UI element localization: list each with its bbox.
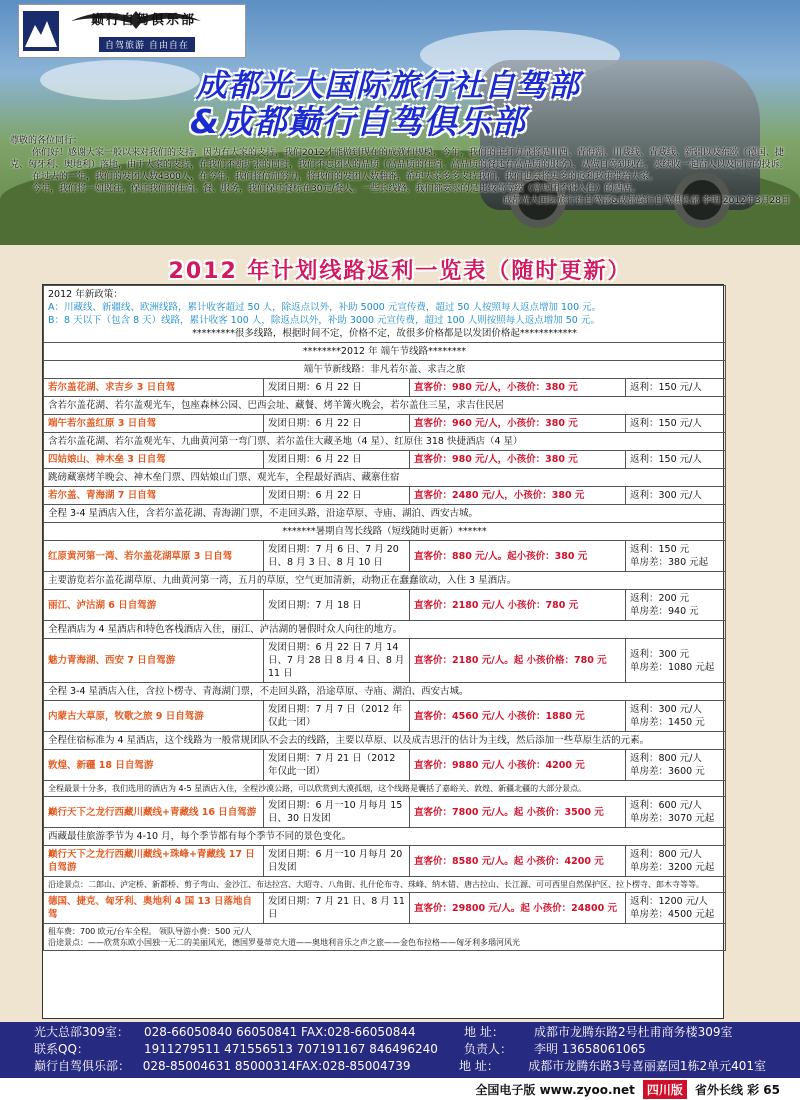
route-desc: 全程 3-4 星酒店入住，含拉卜楞寺、青海湖门票，不走回头路，沿途草原、寺庙、湖泊、西安古城。 — [44, 683, 726, 701]
table-row — [44, 750, 726, 781]
price: 直客价：2180 元/人。起 小孩价格：780 元 — [410, 639, 626, 683]
hero-banner — [0, 0, 800, 245]
letter-paragraph: 你们好！感谢大家一般以来对我们的支持，因为有大家的支持，我们2012才能做到现在的成就和规模，今年，我们的主打力量将是川西、青海湖、川藏线、青藏线、新疆以及东欧（德国、捷克、匈牙利、奥地利）落地，由于大家的支持，在我们不断扩张的同时，我们不忘团队的品质（高品质的住宿、高品质的餐还有高品质的服务），从做自驾到现在，永续收一起奋人以及同行的投诉。 — [10, 148, 789, 170]
table-row — [44, 797, 726, 828]
departure-date: 发团日期：7 月 7 日（2012 年仅此一团） — [264, 701, 410, 732]
price: 直客价：2180 元/人 小孩价：780 元 — [410, 590, 626, 621]
contact-label: 巅行自驾俱乐部： — [34, 1059, 131, 1073]
policy-block — [44, 286, 726, 343]
table-row — [44, 590, 726, 621]
table-row — [44, 451, 726, 469]
route-name: 敦煌、新疆 18 日自驾游 — [44, 750, 264, 781]
route-desc — [44, 924, 726, 951]
route-desc: 全程酒店为 4 星酒店和特色客栈酒店入住，丽江、泸沽湖的暑假时众人向往的地方。 — [44, 621, 726, 639]
rebate: 返利：150 元 — [630, 544, 690, 555]
table-row — [44, 893, 726, 924]
table-row — [44, 701, 726, 732]
contact-qq: 1911279511 471556513 707191167 846496240 — [144, 1042, 438, 1056]
price: 直客价：980 元/人，小孩价：380 元 — [410, 379, 626, 397]
route-name: 红原黄河第一湾、若尔盖花湖草原 3 日自驾 — [44, 541, 264, 572]
rebate: 返利：200 元 — [630, 593, 690, 604]
contact-footer — [0, 1022, 800, 1078]
letter-signature: 成都光大国际旅行社自驾部&成都巅行自驾俱乐部 李明 2012年3月28日 — [503, 196, 790, 206]
contact-phone: 028-66050840 66050841 FAX:028-66050844 — [144, 1025, 416, 1039]
departure-date: 发团日期：7 月 21 日、8 月 11 日 — [264, 893, 410, 924]
rebate: 返利：1200 元/人 — [630, 896, 708, 907]
contact-address: 成都市龙腾东路2号杜甫商务楼309室 — [534, 1025, 733, 1039]
departure-date: 发团日期：6 月 22 日 — [264, 415, 410, 433]
departure-date: 发团日期：7 月 21 日（2012 年仅此一团） — [264, 750, 410, 781]
dragon-boat-sub: 端午节新线路：非凡若尔盖、求吉之旅 — [44, 361, 726, 379]
single-supplement: 单房差：3600 元 — [630, 766, 705, 777]
route-name: 若尔盖花湖、求吉乡 3 日自驾 — [44, 379, 264, 397]
intro-letter — [10, 135, 790, 207]
policy-b: B：8 天以下（包含 8 天）线路，累计收客 100 人，除返点以外，补助 3000 元宣传费，超过 100 人则按照每人返点增加 50 元。 — [48, 315, 600, 326]
table-row — [44, 639, 726, 683]
route-name: 巅行天下之龙行西藏川藏线+青藏线 16 日自驾游 — [44, 797, 264, 828]
contact-row — [34, 1058, 766, 1075]
departure-date: 发团日期：6 月 22 日 — [264, 487, 410, 505]
mountain-logo-icon — [23, 11, 59, 51]
route-name: 端午若尔盖红原 3 日自驾 — [44, 415, 264, 433]
route-name: 内蒙古大草原，牧歌之旅 9 日自驾游 — [44, 701, 264, 732]
single-supplement: 单房差：940 元 — [630, 606, 699, 617]
route-name: 四姑娘山、神木垒 3 日自驾 — [44, 451, 264, 469]
route-name: 巅行天下之龙行西藏川藏线+珠峰+青藏线 17 日自驾游 — [44, 846, 264, 877]
rebate: 返利：150 元/人 — [626, 451, 726, 469]
contact-label: 地 址： — [464, 1025, 504, 1039]
headline-agency: 成都光大国际旅行社自驾部 — [196, 68, 580, 104]
letter-paragraph: 在过去的一年，我们的发团人数4300人，在今年，我们将倍加努力，将我们的发团人数翻番，希望大家多多支持我们，我们也会将更多的返利政策带给大家。 — [32, 172, 658, 182]
contact-label: 地 址： — [459, 1059, 499, 1073]
rebate: 返利：300 元 — [630, 648, 690, 660]
price: 直客价：960 元/人，小孩价：380 元 — [410, 415, 626, 433]
departure-date: 发团日期：7 月 6 日、7 月 20 日、8 月 3 日、8 月 10 日 — [264, 541, 410, 572]
table-row — [44, 541, 726, 572]
single-supplement: 单房差：3070 元起 — [630, 813, 715, 824]
table-row — [44, 379, 726, 397]
price: 直客价：880 元/人。起小孩价：380 元 — [410, 541, 626, 572]
route-desc-line: 租车费：700 欧元/台车全程。 领队导游小费：500 元/人 — [48, 927, 252, 936]
single-supplement: 单房差：1080 元起 — [630, 661, 715, 673]
route-desc: 全程最景十分多，我们选用的酒店为 4-5 星酒店入住，全程沙漠公路，可以欣赏到大漠孤烟，这个线路是囊括了嘉峪关、敦煌、新疆北疆的大部分景点。 — [44, 781, 726, 797]
contact-label: 联系QQ： — [34, 1042, 89, 1056]
edition-tag: 四川版 — [643, 1080, 687, 1099]
rebate: 返利：150 元/人 — [626, 415, 726, 433]
route-name: 魅力青海湖、西安 7 日自驾游 — [44, 639, 264, 683]
page-label: 省外长线 彩 65 — [694, 1082, 780, 1097]
single-supplement: 单房差：4500 元起 — [630, 909, 715, 920]
headline-club: &成都巅行自驾俱乐部 — [190, 102, 526, 141]
letter-greeting: 尊敬的各位同行： — [10, 136, 83, 146]
price-table — [42, 284, 724, 1019]
route-desc: 含若尔盖花湖、若尔盖观光车、九曲黄河第一弯门票、若尔盖住大藏圣地（4 星）、红原住 318 快捷酒店（4 星） — [44, 433, 726, 451]
departure-date: 发团日期：7 月 18 日 — [264, 590, 410, 621]
contact-label: 负责人： — [464, 1042, 513, 1056]
price: 直客价：29800 元/人。起 小孩价：24800 元 — [410, 893, 626, 924]
route-name: 德国、捷克、匈牙利、奥地利 4 国 13 日落地自驾 — [44, 893, 264, 924]
contact-row — [34, 1041, 766, 1058]
route-desc-line: 沿途景点：——欣赏东欧小国独一无二的美丽风光，德国罗曼蒂克大道——奥地利音乐之声之旅——金色布拉格——匈牙利多瑙河风光 — [48, 938, 520, 947]
table-row — [44, 846, 726, 877]
contact-phone: 028-85004631 85000314FAX:028-85004739 — [142, 1059, 411, 1073]
price: 直客价：8580 元/人。起 小孩价：4200 元 — [410, 846, 626, 877]
rebate: 返利：150 元/人 — [626, 379, 726, 397]
page-footer-strip — [0, 1078, 800, 1100]
departure-date: 发团日期：6 月 22 日 — [264, 451, 410, 469]
route-name: 丽江、泸沽湖 6 日自驾游 — [44, 590, 264, 621]
contact-row — [34, 1024, 766, 1041]
rebate: 返利：800 元/人 — [630, 753, 702, 764]
price: 直客价：2480 元/人，小孩价：380 元 — [410, 487, 626, 505]
club-logo — [18, 4, 246, 58]
contact-label: 光大总部309室： — [34, 1025, 129, 1039]
route-desc: 西藏最佳旅游季节为 4-10 月，每个季节都有每个季节不同的景色变化。 — [44, 828, 726, 846]
single-supplement: 单房差：380 元起 — [630, 557, 709, 568]
departure-date: 发团日期：6 月 22 日 7 月 14 日、7 月 28 日 8 月 4 日、8 月 11 日 — [264, 639, 410, 683]
table-row — [44, 487, 726, 505]
price: 直客价：7800 元/人。起 小孩价：3500 元 — [410, 797, 626, 828]
route-desc: 全程住宿标准为 4 星酒店，这个线路为一般常规团队不会去的线路，主要以草原、以及成吉思汗的估计为主线，然后添加一些草原生活的元素。 — [44, 732, 726, 750]
rebate: 返利：300 元/人 — [626, 487, 726, 505]
single-supplement: 单房差：1450 元 — [630, 717, 705, 728]
price: 直客价：9880 元/人 小孩价：4200 元 — [410, 750, 626, 781]
single-supplement: 单房差：3200 元起 — [630, 862, 715, 873]
price: 直客价：980 元/人，小孩价：380 元 — [410, 451, 626, 469]
summer-header: *******暑期自驾长线路（短线随时更新）****** — [44, 523, 726, 541]
logo-title: 巅行自驾俱乐部 — [91, 13, 197, 28]
policy-a: A：川藏线、新疆线、欧洲线路，累计收客超过 50 人，除返点以外，补助 5000 元宣传费，超过 50 人按照每人返点增加 100 元。 — [48, 302, 602, 313]
contact-address: 成都市龙腾东路3号喜丽嘉园1栋2单元401室 — [528, 1059, 766, 1073]
section-title: 2012 年计划线路返利一览表（随时更新） — [168, 259, 632, 284]
departure-date: 发团日期：6 月 22 日 — [264, 379, 410, 397]
site-url: 全国电子版 www.zyoo.net — [475, 1082, 635, 1097]
rebate: 返利：300 元/人 — [630, 704, 702, 715]
rebate: 返利：600 元/人 — [630, 800, 702, 811]
route-desc: 主要游览若尔盖花湖草原、九曲黄河第一湾，五月的草原，空气更加清新，动物正在蠢蠢欲动，入住 3 星酒店。 — [44, 572, 726, 590]
departure-date: 发团日期：6 月一10 月每月 20 日发团 — [264, 846, 410, 877]
route-desc: 全程 3-4 星酒店入住，含若尔盖花湖、青海湖门票，不走回头路，沿途草原、寺庙、湖泊、西安古城。 — [44, 505, 726, 523]
route-name: 若尔盖、青海湖 7 日自驾 — [44, 487, 264, 505]
logo-subtitle: 自驾旅游 自由自在 — [99, 37, 195, 52]
letter-paragraph: 今年，我们将一如既往，保证我们的住宿、餐、服务，我们保证餐标在30元/餐人。一些长线路，我们都要求的是比较高等级（常规团不得入住）的酒店。 — [32, 184, 641, 194]
table-row — [44, 415, 726, 433]
rebate: 返利：800 元/人 — [630, 849, 702, 860]
departure-date: 发团日期：6 月一10 月每月 15 日、30 日发团 — [264, 797, 410, 828]
policy-note: *********很多线路，根据时间不定，价格不定，故很多价格都是以发团价格起************ — [192, 328, 577, 339]
policy-title: 2012 年新政策： — [48, 289, 123, 300]
price: 直客价：4560 元/人 小孩价：1880 元 — [410, 701, 626, 732]
route-desc: 跳磅藏寨烤羊晚会、神木垒门票、四姑娘山门票、观光车，全程最好酒店、藏寨住宿 — [44, 469, 726, 487]
dragon-boat-header: ********2012 年 端午节线路******** — [44, 343, 726, 361]
contact-person: 李明 13658061065 — [534, 1042, 646, 1056]
route-desc: 沿途景点：二郎山、泸定桥、新都桥、剪子弯山、金沙江、布达拉宫、大昭寺、八角街、扎什伦布寺、珠峰、纳木错、唐古拉山、长江源、可可西里自然保护区、拉卜楞寺、郎木寺等等。 — [44, 877, 726, 893]
route-desc: 含若尔盖花湖、若尔盖观光车，包座森林公园、巴西会址、藏餐、烤羊篝火晚会，若尔盖住三星，求吉住民居 — [44, 397, 726, 415]
